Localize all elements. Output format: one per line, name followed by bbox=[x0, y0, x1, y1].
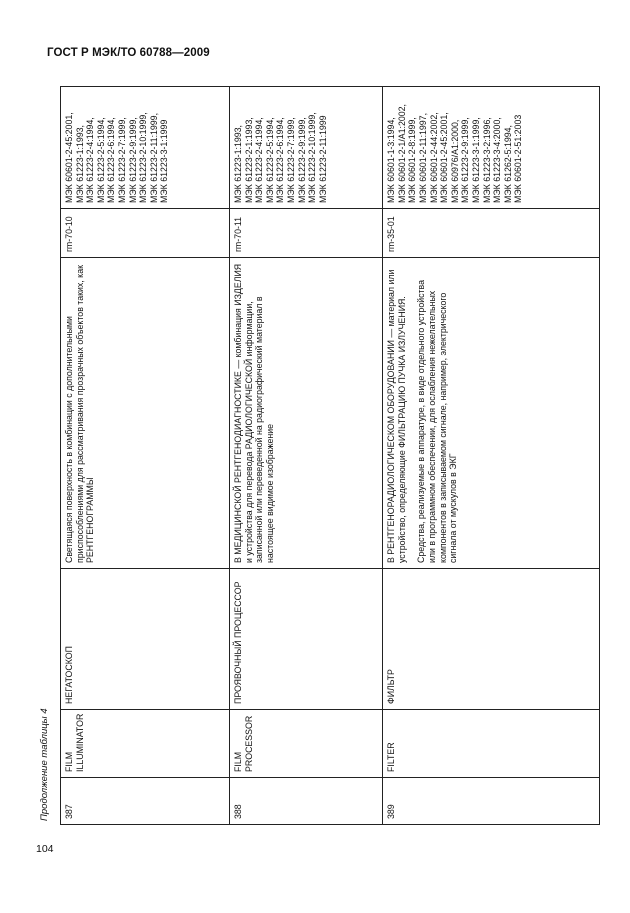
standard-reference: МЭК 61223-3-4:2000, bbox=[492, 117, 503, 203]
standard-reference: МЭК 61223-2-9:1999, bbox=[296, 117, 307, 203]
standard-reference: МЭК 60601-1-3:1994, bbox=[386, 117, 397, 203]
standard-reference: МЭК 60601-2-51:2003 bbox=[513, 114, 524, 203]
standard-reference: МЭК 60601-2-44:2002, bbox=[428, 112, 439, 203]
rotated-table-wrapper bbox=[60, 86, 600, 825]
standard-reference: МЭК 61223-2-7:1999, bbox=[286, 117, 297, 203]
standard-reference: МЭК 61223-2-4:1994, bbox=[254, 117, 265, 203]
terms-table bbox=[60, 86, 600, 825]
standard-reference: МЭК 61223-3-1:1999, bbox=[471, 117, 482, 203]
standard-reference: МЭК 61223-2-11:1999, bbox=[148, 112, 159, 203]
row-number: 387 bbox=[61, 778, 230, 825]
standard-references bbox=[383, 87, 600, 209]
definition-text: В МЕДИЦИНСКОЙ РЕНТГЕНОДИАГНОСТИКЕ — комбинация ИЗДЕЛИЯ и устройства для перевода РАДИОЛОГИЧЕСКОЙ информации, записанной или переведенной на радиографический материал в настоящее видимое изображение bbox=[233, 263, 275, 563]
standard-reference: МЭК 61262-5:1994, bbox=[502, 125, 513, 203]
term-russian: ПРОЯВОЧНЫЙ ПРОЦЕССОР bbox=[230, 569, 383, 710]
row-number: 388 bbox=[230, 778, 383, 825]
standard-reference: МЭК 61223-1:1993, bbox=[233, 125, 244, 203]
standard-reference: МЭК 60601-2-45:2001, bbox=[64, 112, 74, 203]
term-russian: ФИЛЬТР bbox=[383, 569, 600, 710]
term-english: FILTER bbox=[383, 710, 600, 778]
page-header: ГОСТ Р МЭК/ТО 60788—2009 bbox=[47, 47, 210, 59]
standard-reference: МЭК 61223-3-1:1999 bbox=[159, 119, 170, 203]
term-code: rm-35-01 bbox=[383, 209, 600, 258]
standard-reference: МЭК 61223-2-9:1999, bbox=[127, 117, 138, 203]
standard-reference: МЭК 61223-2-6:1994, bbox=[106, 117, 117, 203]
standard-reference: МЭК 60601-2-8:1999, bbox=[407, 117, 418, 203]
standard-reference: МЭК 61223-2-7:1999, bbox=[116, 117, 127, 203]
standard-reference: МЭК 61223-2-1:1993, bbox=[243, 117, 254, 203]
definition-note: Средства, реализуемые в аппаратуре, в виде отдельного устройства или в программном обеспечении, для ослабления нежелательных компонентов в записываемом сигнале, например, электрического сигнала от мускулов в ЭКГ bbox=[416, 279, 459, 563]
row-number: 389 bbox=[383, 778, 600, 825]
standard-reference: МЭК 61223-2-5:1994, bbox=[264, 117, 275, 203]
standard-reference: МЭК 61223-2-5:1994, bbox=[95, 117, 106, 203]
standard-reference: МЭК 60601-2-1/A1:2002, bbox=[396, 104, 407, 203]
term-russian: НЕГАТОСКОП bbox=[61, 569, 230, 710]
term-code: rm-70-10 bbox=[61, 209, 230, 258]
table-row bbox=[61, 87, 230, 825]
term-english: FILM ILLUMINATOR bbox=[61, 710, 230, 778]
standard-reference: МЭК 60976/A1:2000, bbox=[449, 119, 460, 203]
standard-reference: МЭК 60601-2-45:2001, bbox=[439, 112, 450, 203]
standard-reference: МЭК 60601-2-11:1997, bbox=[418, 112, 429, 203]
standard-reference: МЭК 61223-2-11:1999 bbox=[317, 115, 328, 203]
standard-reference: МЭК 61223-3-2:1996, bbox=[481, 117, 492, 203]
standard-reference: МЭК 61223-2-10:1999, bbox=[307, 112, 318, 203]
standard-reference: МЭК 61223-2-9:1999, bbox=[460, 117, 471, 203]
table-row bbox=[383, 87, 600, 825]
standard-references bbox=[230, 87, 383, 209]
page-number: 104 bbox=[36, 843, 54, 855]
standard-reference: МЭК 61223-2-4:1994, bbox=[85, 117, 96, 203]
definition-text: Светящаяся поверхность в комбинации с дополнительными приспособлениями для рассматривания прозрачных объектов таких, как РЕНТГЕНОГРАММЫ bbox=[64, 265, 96, 563]
standard-reference: МЭК 61223-1:1993, bbox=[74, 125, 85, 203]
term-definition bbox=[230, 258, 383, 569]
term-english: FILM PROCESSOR bbox=[230, 710, 383, 778]
term-code: rm-70-11 bbox=[230, 209, 383, 258]
table-continuation-caption: Продолжение таблицы 4 bbox=[39, 708, 50, 821]
standard-reference: МЭК 61223-2-10:1999, bbox=[138, 112, 149, 203]
standard-references bbox=[61, 87, 230, 209]
standard-reference: МЭК 61223-2-6:1994, bbox=[275, 117, 286, 203]
term-definition bbox=[61, 258, 230, 569]
definition-text: В РЕНТГЕНОРАДИОЛОГИЧЕСКОМ ОБОРУДОВАНИИ — материал или устройство, определяющие ФИЛЬТРАЦИЮ ПУЧКА ИЗЛУЧЕНИЯ. bbox=[386, 269, 407, 563]
term-definition bbox=[383, 258, 600, 569]
table-row bbox=[230, 87, 383, 825]
